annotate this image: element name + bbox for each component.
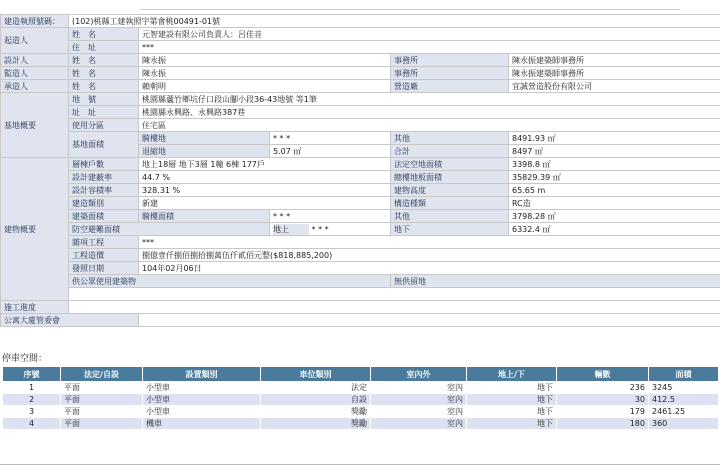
shelter-above xyxy=(270,223,391,236)
designer-section: 設計人 xyxy=(1,54,69,67)
site-total: 8497 ㎡ xyxy=(509,145,720,158)
building-section: 建物概要 xyxy=(1,158,69,301)
cell-indoor: 室內 xyxy=(371,382,467,394)
site-other: 8491.93 ㎡ xyxy=(509,132,720,145)
bldg-floors-row xyxy=(1,158,720,171)
floors-label: 層棟戶數 xyxy=(69,158,139,171)
site-addr: 桃園縣永興路、永興路387巷 xyxy=(139,106,720,119)
height: 65.65 m xyxy=(509,184,720,197)
bldg-other-label: 其他 xyxy=(391,210,509,223)
misc: *** xyxy=(139,236,720,249)
license-label: 建造執照號碼： xyxy=(1,15,69,28)
category-label: 建造類別 xyxy=(69,197,139,210)
col-legal: 法定/自設 xyxy=(61,367,143,382)
blank-cell xyxy=(69,288,720,301)
builder-address-row xyxy=(1,41,720,54)
cell-setup-type: 小型車 xyxy=(143,382,261,394)
cell-index: 2 xyxy=(3,394,61,406)
parking-table xyxy=(2,366,719,430)
col-count: 輛數 xyxy=(557,367,649,382)
above-label: 地上 xyxy=(273,224,309,235)
site-lot-row xyxy=(1,93,720,106)
header-rule xyxy=(140,9,680,10)
site-addr-row xyxy=(1,106,720,119)
committee-value xyxy=(139,314,720,327)
below: 6332.4 ㎡ xyxy=(509,223,720,236)
bldg-issue-row xyxy=(1,262,720,275)
bldg-public-row xyxy=(1,275,720,288)
cell-level: 地下 xyxy=(467,382,557,394)
license-value: (102)桃縣工建執照字第會桃00491-01號 xyxy=(69,15,720,28)
license-row xyxy=(1,15,720,28)
supervisor-office-label: 事務所 xyxy=(391,67,509,80)
builder-address: *** xyxy=(139,41,720,54)
public-label: 供公眾使用建築物 xyxy=(69,275,391,288)
bldg-blank-row xyxy=(1,288,720,301)
cell-space-type: 獎勵 xyxy=(261,418,371,430)
builder-name-label: 姓 名 xyxy=(69,28,139,41)
designer-office-label: 事務所 xyxy=(391,54,509,67)
bldg-shelter-row xyxy=(1,223,720,236)
cell-legal: 平面 xyxy=(61,394,143,406)
floor-area-label: 總樓地板面積 xyxy=(391,171,509,184)
table-row xyxy=(3,418,719,430)
contractor-office: 宜誠營造股份有限公司 xyxy=(509,80,720,93)
parking-header-row xyxy=(3,367,719,382)
unused-label: 無供留地 xyxy=(391,275,720,288)
site-total-label: 合計 xyxy=(391,145,509,158)
coverage: 44.7 % xyxy=(139,171,391,184)
bldg-misc-row xyxy=(1,236,720,249)
contractor-section: 承造人 xyxy=(1,80,69,93)
site-area-label: 基地面積 xyxy=(69,132,139,158)
site-arcade-label: 騎樓地 xyxy=(139,132,270,145)
above-value: * * * xyxy=(311,224,329,234)
cell-count: 180 xyxy=(557,418,649,430)
floor-area: 35829.39 ㎡ xyxy=(509,171,720,184)
cell-area: 360 xyxy=(649,418,719,430)
cell-space-type: 法定 xyxy=(261,382,371,394)
committee-label: 公寓大廈管委會 xyxy=(1,314,139,327)
parking-title: 停車空間： xyxy=(2,354,48,364)
issue-label: 發照日期 xyxy=(69,262,139,275)
cell-level: 地下 xyxy=(467,406,557,418)
structure-label: 構造種類 xyxy=(391,197,509,210)
builder-name: 元智建設有限公司負責人：呂佳音 xyxy=(139,28,720,41)
below-label: 地下 xyxy=(391,223,509,236)
site-arcade: * * * xyxy=(270,132,391,145)
designer-name-label: 姓 名 xyxy=(69,54,139,67)
cell-legal: 平面 xyxy=(61,406,143,418)
supervisor-office: 陳永振建築師事務所 xyxy=(509,67,720,80)
category: 新建 xyxy=(139,197,391,210)
site-addr-label: 址 址 xyxy=(69,106,139,119)
cell-indoor: 室內 xyxy=(371,394,467,406)
building-area-label: 建築面積 xyxy=(69,210,139,223)
supervisor-row xyxy=(1,67,720,80)
cell-legal: 平面 xyxy=(61,382,143,394)
cell-area: 412.5 xyxy=(649,394,719,406)
cost-label: 工程造價 xyxy=(69,249,139,262)
open-space: 3398.8 ㎡ xyxy=(509,158,720,171)
cell-setup-type: 機車 xyxy=(143,418,261,430)
designer-name: 陳永振 xyxy=(139,54,391,67)
bldg-arcade: * * * xyxy=(270,210,391,223)
open-space-label: 法定空地面積 xyxy=(391,158,509,171)
construction-row xyxy=(1,301,720,314)
site-section: 基地概要 xyxy=(1,93,69,158)
site-other-label: 其他 xyxy=(391,132,509,145)
site-zone-label: 使用分區 xyxy=(69,119,139,132)
cell-indoor: 室內 xyxy=(371,418,467,430)
cell-space-type: 獎勵 xyxy=(261,406,371,418)
cell-index: 1 xyxy=(3,382,61,394)
bldg-coverage-row xyxy=(1,171,720,184)
height-label: 建物高度 xyxy=(391,184,509,197)
col-setup-type: 設置類別 xyxy=(143,367,261,382)
table-row xyxy=(3,382,719,394)
structure: RC造 xyxy=(509,197,720,210)
cell-count: 30 xyxy=(557,394,649,406)
far-label: 設計容積率 xyxy=(69,184,139,197)
parking-section xyxy=(0,352,720,430)
floors: 地上18層 地下3層 1幢 6棟 177戶 xyxy=(139,158,391,171)
table-row xyxy=(3,406,719,418)
col-space-type: 車位類別 xyxy=(261,367,371,382)
site-area-row-1 xyxy=(1,132,720,145)
builder-section: 起造人 xyxy=(1,28,69,54)
misc-label: 雜項工程 xyxy=(69,236,139,249)
coverage-label: 設計建蔽率 xyxy=(69,171,139,184)
construction-label: 施工進度 xyxy=(1,301,69,314)
cell-setup-type: 小型車 xyxy=(143,394,261,406)
bldg-other: 3798.28 ㎡ xyxy=(509,210,720,223)
far: 328.31 % xyxy=(139,184,391,197)
supervisor-name-label: 姓 名 xyxy=(69,67,139,80)
builder-address-label: 住 址 xyxy=(69,41,139,54)
committee-row xyxy=(1,314,720,327)
contractor-row xyxy=(1,80,720,93)
cost: 捌億壹仟捌佰捌拾捌萬伍仟貳佰元整($818,885,200) xyxy=(139,249,720,262)
site-setback: 5.07 ㎡ xyxy=(270,145,391,158)
license-detail-table xyxy=(0,14,720,327)
cell-area: 3245 xyxy=(649,382,719,394)
cell-level: 地下 xyxy=(467,418,557,430)
cell-setup-type: 小型車 xyxy=(143,406,261,418)
contractor-office-label: 營造廠 xyxy=(391,80,509,93)
supervisor-name: 陳永振 xyxy=(139,67,391,80)
designer-row xyxy=(1,54,720,67)
site-setback-label: 退縮地 xyxy=(139,145,270,158)
contractor-name-label: 姓 名 xyxy=(69,80,139,93)
bldg-category-row xyxy=(1,197,720,210)
table-row xyxy=(3,394,719,406)
cell-level: 地下 xyxy=(467,394,557,406)
construction-value xyxy=(69,301,720,314)
col-level: 地上/下 xyxy=(467,367,557,382)
supervisor-section: 監造人 xyxy=(1,67,69,80)
bldg-area-row xyxy=(1,210,720,223)
cell-space-type: 自設 xyxy=(261,394,371,406)
footer-rule xyxy=(0,464,720,465)
site-zone: 住宅區 xyxy=(139,119,720,132)
bldg-cost-row xyxy=(1,249,720,262)
site-lot: 桃園縣蘆竹鄉坑仔口段山腳小段36-43地號 等1筆 xyxy=(139,93,720,106)
cell-area: 2461.25 xyxy=(649,406,719,418)
col-index: 序號 xyxy=(3,367,61,382)
builder-row xyxy=(1,28,720,41)
cell-indoor: 室內 xyxy=(371,406,467,418)
bldg-far-row xyxy=(1,184,720,197)
col-area: 面積 xyxy=(649,367,719,382)
cell-index: 4 xyxy=(3,418,61,430)
contractor-name: 賴朝明 xyxy=(139,80,391,93)
shelter-label: 防空避難面積 xyxy=(69,223,270,236)
site-lot-label: 地 號 xyxy=(69,93,139,106)
cell-legal: 平面 xyxy=(61,418,143,430)
cell-index: 3 xyxy=(3,406,61,418)
issue-date: 104年02月06日 xyxy=(139,262,720,275)
cell-count: 179 xyxy=(557,406,649,418)
site-zone-row xyxy=(1,119,720,132)
designer-office: 陳永振建築師事務所 xyxy=(509,54,720,67)
cell-count: 236 xyxy=(557,382,649,394)
col-indoor: 室內外 xyxy=(371,367,467,382)
bldg-arcade-label: 騎樓面積 xyxy=(139,210,270,223)
